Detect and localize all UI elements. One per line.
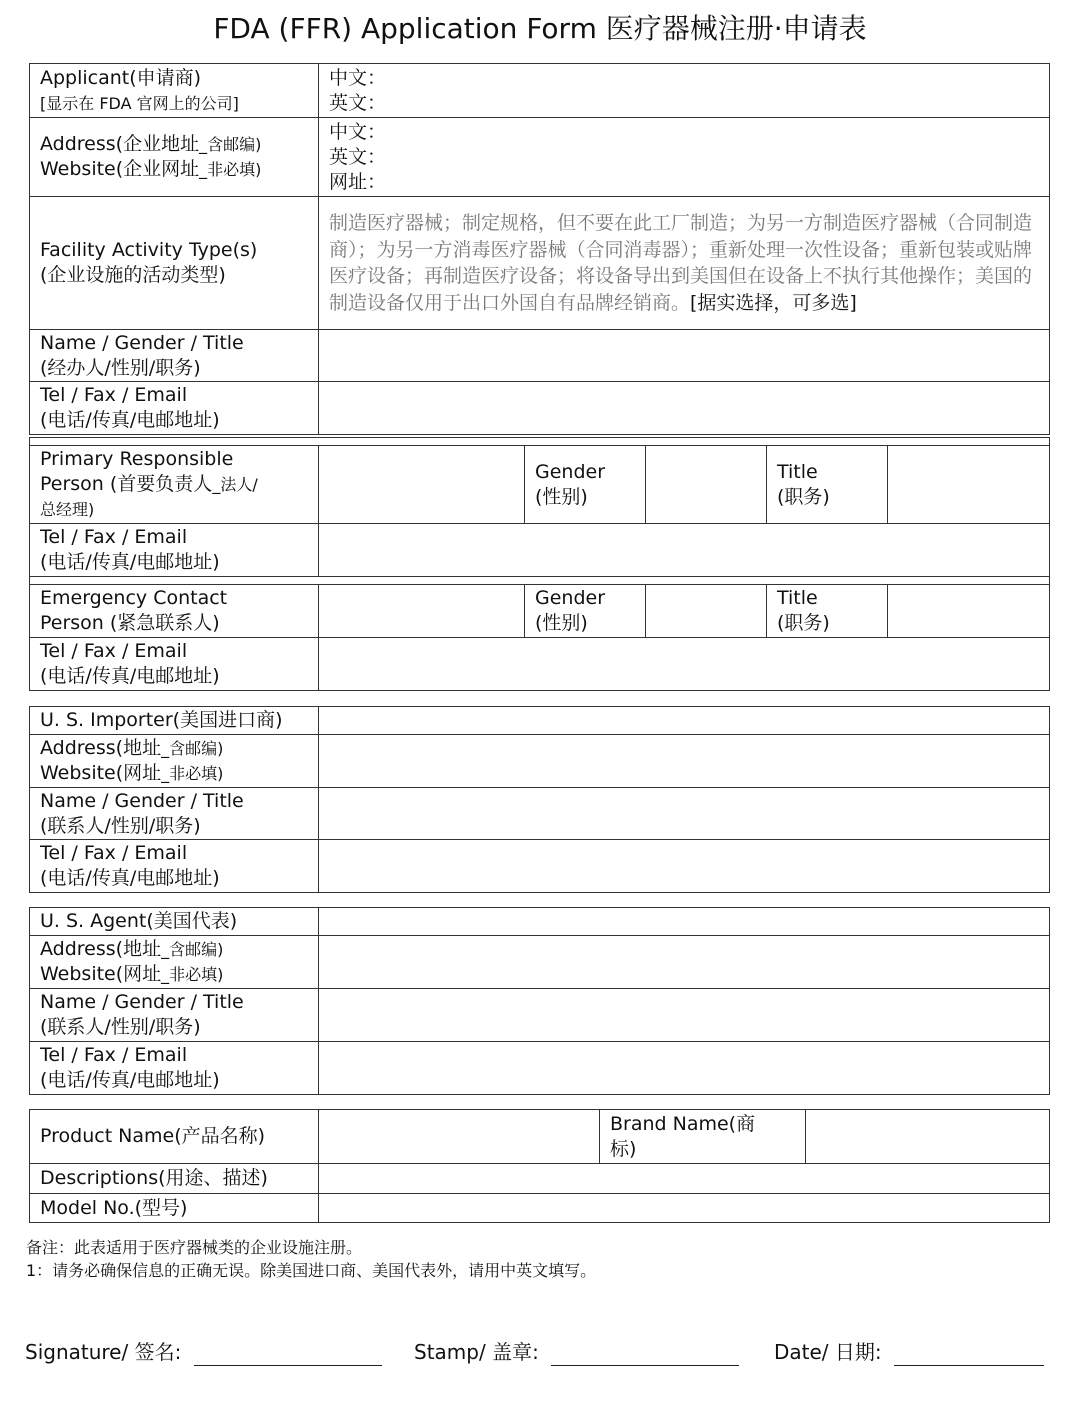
importer-field[interactable] xyxy=(319,707,1050,735)
facility-field[interactable] xyxy=(319,197,1050,330)
descriptions-field[interactable] xyxy=(319,1164,1050,1194)
applicant-label xyxy=(30,64,319,118)
importer-label: U. S. Importer(美国进口商) xyxy=(30,707,319,735)
contact-name-field[interactable] xyxy=(319,330,1050,382)
facility-options: 制造医疗器械；制定规格，但不要在此工厂制造；为另一方制造医疗器械（合同制造商）；为另一方消毒医疗器械（合同消毒器）；重新处理一次性设备；重新包装或贴牌医疗设备；再制造医疗设备；将设备导出到美国但在设备上不执行其他操作；美国的制造设备仅用于出口外国自有品牌经销商。 xyxy=(329,212,1033,314)
primary-tel-label: Tel / Fax / Email (电话/传真/电邮地址) xyxy=(30,524,319,577)
address-label-1: Address(企业地址_含邮编) xyxy=(40,133,262,155)
signature-line[interactable] xyxy=(194,1343,382,1366)
primary-label-1: Primary Responsible xyxy=(40,448,234,470)
primary-title-label: Title (职务) xyxy=(767,446,888,524)
importer-name-label: Name / Gender / Title (联系人/性别/职务) xyxy=(30,788,319,840)
signature-block xyxy=(25,1338,382,1366)
contact-name-label xyxy=(30,330,319,382)
agent-tel-label: Tel / Fax / Email (电话/传真/电邮地址) xyxy=(30,1042,319,1095)
product-name-label: Product Name(产品名称) xyxy=(30,1110,319,1164)
contact-tel-cn: (电话/传真/电邮地址) xyxy=(40,409,220,431)
website-label-1: Website(企业网址_非必填) xyxy=(40,158,262,180)
stamp-block xyxy=(414,1338,739,1366)
contact-tel-en: Tel / Fax / Email xyxy=(40,384,188,406)
contact-tel-label xyxy=(30,382,319,435)
applicant-label-en: Applicant(申请商) xyxy=(40,66,202,89)
contact-tel-field[interactable] xyxy=(319,382,1050,435)
agent-label: U. S. Agent(美国代表) xyxy=(30,908,319,936)
address-label xyxy=(30,118,319,197)
importer-tel-field[interactable] xyxy=(319,840,1050,893)
date-line[interactable] xyxy=(894,1343,1044,1366)
importer-name-field[interactable] xyxy=(319,788,1050,840)
emergency-section xyxy=(29,576,1050,691)
model-field[interactable] xyxy=(319,1194,1050,1223)
note-line-1: 备注：此表适用于医疗器械类的企业设施注册。 xyxy=(26,1238,363,1257)
importer-address-label: Address(地址_含邮编) Website(网址_非必填) xyxy=(30,735,319,788)
product-name-field[interactable] xyxy=(319,1110,600,1164)
contact-name-cn: (经办人/性别/职务) xyxy=(40,356,201,379)
product-section xyxy=(29,1109,1050,1223)
applicant-en-label: 英文： xyxy=(329,91,387,114)
importer-section xyxy=(29,706,1050,893)
emergency-name-field[interactable] xyxy=(319,585,525,638)
note-line-2: 1：请务必确保信息的正确无误。除美国进口商、美国代表外，请用中英文填写。 xyxy=(26,1261,597,1280)
agent-tel-field[interactable] xyxy=(319,1042,1050,1095)
stamp-label: Stamp/ 盖章: xyxy=(414,1340,539,1364)
emergency-gender-label: Gender (性别) xyxy=(525,585,646,638)
primary-name-field[interactable] xyxy=(319,446,525,524)
address-web-label: 网址： xyxy=(329,170,387,193)
signature-label: Signature/ 签名: xyxy=(25,1340,182,1364)
emergency-title-field[interactable] xyxy=(888,585,1050,638)
date-label: Date/ 日期: xyxy=(774,1340,882,1364)
primary-title-field[interactable] xyxy=(888,446,1050,524)
model-label: Model No.(型号) xyxy=(30,1194,319,1223)
applicant-cn-label: 中文： xyxy=(329,66,387,89)
descriptions-label: Descriptions(用途、描述) xyxy=(30,1164,319,1194)
importer-address-field[interactable] xyxy=(319,735,1050,788)
address-field[interactable] xyxy=(319,118,1050,197)
agent-name-label: Name / Gender / Title (联系人/性别/职务) xyxy=(30,989,319,1042)
primary-gender-field[interactable] xyxy=(646,446,767,524)
emergency-title-label: Title (职务) xyxy=(767,585,888,638)
contact-name-en: Name / Gender / Title xyxy=(40,331,244,354)
address-en-label: 英文： xyxy=(329,145,387,168)
primary-tel-field[interactable] xyxy=(319,524,1050,577)
agent-address-label: Address(地址_含邮编) Website(网址_非必填) xyxy=(30,936,319,989)
page-title: FDA (FFR) Application Form 医疗器械注册·申请表 xyxy=(213,12,867,45)
applicant-section xyxy=(29,63,1050,435)
emergency-tel-field[interactable] xyxy=(319,638,1050,691)
primary-label xyxy=(30,446,319,524)
agent-field[interactable] xyxy=(319,908,1050,936)
primary-gender-label: Gender (性别) xyxy=(525,446,646,524)
emergency-label: Emergency Contact Person (紧急联系人) xyxy=(30,585,319,638)
brand-name-field[interactable] xyxy=(806,1110,1050,1164)
facility-label-cn: (企业设施的活动类型) xyxy=(40,264,226,286)
emergency-gender-field[interactable] xyxy=(646,585,767,638)
importer-tel-label: Tel / Fax / Email (电话/传真/电邮地址) xyxy=(30,840,319,893)
notes xyxy=(26,1236,596,1282)
facility-label xyxy=(30,197,319,330)
emergency-tel-label: Tel / Fax / Email (电话/传真/电邮地址) xyxy=(30,638,319,691)
applicant-field[interactable] xyxy=(319,64,1050,118)
date-block xyxy=(774,1338,1044,1366)
primary-label-3: 总经理) xyxy=(40,500,95,519)
facility-label-en: Facility Activity Type(s) xyxy=(40,239,258,261)
stamp-line[interactable] xyxy=(551,1343,739,1366)
agent-address-field[interactable] xyxy=(319,936,1050,989)
primary-label-2: Person (首要负责人_法人/ xyxy=(40,473,258,495)
primary-section xyxy=(29,437,1050,577)
agent-name-field[interactable] xyxy=(319,989,1050,1042)
facility-hint: [据实选择，可多选] xyxy=(690,291,857,314)
address-cn-label: 中文： xyxy=(329,120,387,143)
applicant-label-note: [显示在 FDA 官网上的公司] xyxy=(40,93,239,113)
brand-name-label: Brand Name(商 标) xyxy=(600,1110,806,1164)
agent-section xyxy=(29,907,1050,1095)
